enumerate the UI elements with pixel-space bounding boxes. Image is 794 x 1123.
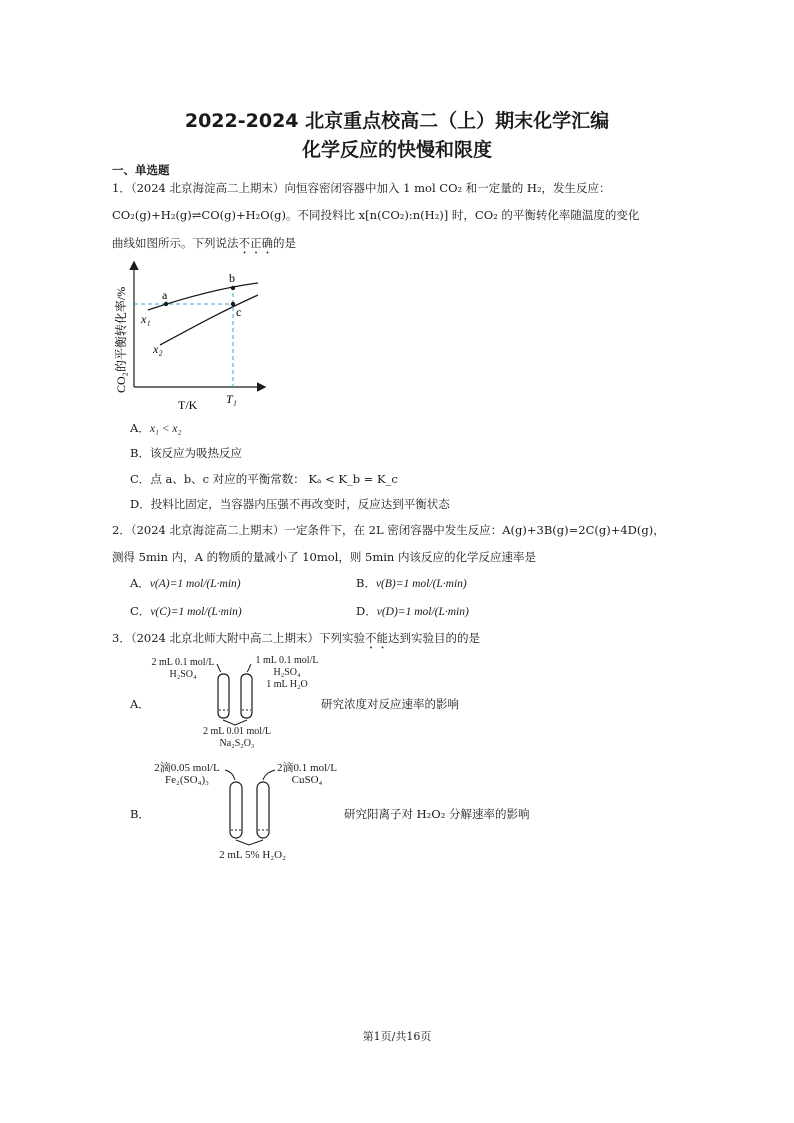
q1-stem-line1: 1．（2024 北京海淀高二上期末）向恒容密闭容器中加入 1 mol CO₂ 和一定量的 H₂，发生反应： bbox=[112, 181, 611, 195]
q3b-left-line1: 2滴0.05 mol/L bbox=[154, 762, 220, 774]
q2-stem-line2: 测得 5min 内，A 的物质的量减小了 10mol，则 5min 内该反应的化学反应速率是 bbox=[112, 550, 536, 564]
label-a: a bbox=[162, 288, 168, 302]
tube-right bbox=[241, 674, 252, 718]
q1-option-b-text: 该反应为吸热反应 bbox=[149, 446, 242, 460]
label-c: c bbox=[236, 305, 242, 319]
y-axis-label: CO₂的平衡转化率/% bbox=[114, 286, 128, 393]
q1-stem-line2-text: 。不同投料比 x[n(CO₂):n(H₂)] 时，CO₂ 的平衡转化率随温度的变化 bbox=[286, 208, 640, 222]
q1-option-d-text: 投料比固定，当容器内压强不再改变时，反应达到平衡状态 bbox=[150, 497, 450, 511]
label-b: b bbox=[229, 271, 235, 285]
q3a-left-reagent-line1: 2 mL 0.1 mol/L bbox=[151, 657, 215, 668]
q3a-right-reagent-line2: H₂SO₄ bbox=[273, 667, 301, 678]
q3b-purpose: 研究阳离子对 H₂O₂ 分解速率的影响 bbox=[344, 807, 530, 821]
q3-emphasis: 不能 bbox=[365, 631, 388, 645]
q2-option-c-key: C． bbox=[130, 604, 151, 618]
q3b-bottom-reagent: 2 mL 5% H₂O₂ bbox=[219, 849, 286, 861]
q3b-test-tubes bbox=[215, 766, 285, 846]
tube-left bbox=[218, 674, 229, 718]
q3a-bottom-line2: Na₂S₂O₃ bbox=[219, 738, 255, 749]
document-subtitle: 化学反应的快慢和限度 bbox=[301, 139, 492, 161]
x-tick-T1: T₁ bbox=[226, 392, 237, 406]
q1-equation: CO₂(g)+H₂(g)⇌CO(g)+H₂O(g) bbox=[112, 208, 287, 222]
q2-option-d bbox=[356, 603, 469, 619]
q3b-right-line2: CuSO₄ bbox=[291, 774, 323, 786]
q3-stem-b: 达到实验目的的是 bbox=[388, 631, 480, 645]
q3a-right-reagent-line1: 1 mL 0.1 mol/L bbox=[255, 655, 319, 666]
curve-x2 bbox=[160, 295, 258, 345]
q3b-right-line1: 2滴0.1 mol/L bbox=[277, 762, 337, 774]
q1-stem3-b: 的是 bbox=[273, 236, 296, 250]
q3-option-b-key: B． bbox=[130, 807, 150, 821]
label-x1: x₁ bbox=[141, 312, 151, 326]
q1-option-c-key: C． bbox=[130, 472, 151, 486]
document-title: 2022-2024 北京重点校高二（上）期末化学汇编 bbox=[184, 110, 610, 132]
q1-stem-line2 bbox=[112, 207, 639, 223]
q1-option-a-text: x₁ < x₂ bbox=[149, 423, 182, 435]
point-a bbox=[164, 302, 168, 306]
point-b bbox=[231, 286, 235, 290]
q2-option-a bbox=[130, 575, 241, 591]
q2-option-c bbox=[130, 603, 242, 619]
point-c bbox=[231, 302, 235, 306]
q1-option-a bbox=[130, 420, 182, 436]
page-footer: 第1页/共16页 bbox=[362, 1030, 432, 1043]
q1-stem3-a: 曲线如图所示。下列说法 bbox=[112, 236, 239, 250]
q2-option-a-key: A． bbox=[130, 576, 150, 590]
label-x2: x₂ bbox=[153, 342, 163, 356]
q1-option-a-key: A． bbox=[130, 421, 150, 435]
q3a-test-tubes bbox=[205, 660, 275, 726]
section-heading: 一、单选题 bbox=[112, 163, 170, 177]
q3a-left-reagent-line2: H₂SO₄ bbox=[169, 669, 197, 680]
q1-option-c-text: 点 a、b、c 对应的平衡常数： Kₐ < K_b = K_c bbox=[150, 472, 398, 486]
q1-option-b bbox=[130, 445, 242, 461]
q3b-left-line2: Fe₂(SO₄)₃ bbox=[165, 774, 209, 786]
q2-option-b bbox=[356, 575, 467, 591]
q3a-right-reagent-line3: 1 mL H₂O bbox=[266, 679, 308, 690]
x-axis-label: T/K bbox=[178, 398, 198, 412]
q2-option-d-key: D． bbox=[356, 604, 377, 618]
q3-option-a-key: A． bbox=[130, 697, 150, 711]
q2-option-b-key: B． bbox=[356, 576, 376, 590]
q1-option-d-key: D． bbox=[130, 497, 151, 511]
q2-option-c-text: v(C)=1 mol/(L·min) bbox=[150, 606, 242, 618]
q3a-bottom-line1: 2 mL 0.01 mol/L bbox=[203, 726, 271, 737]
q1-equilibrium-chart bbox=[108, 255, 288, 415]
q2-option-b-text: v(B)=1 mol/(L·min) bbox=[375, 578, 467, 590]
q1-option-c bbox=[130, 471, 398, 487]
q1-emphasis: 不正确 bbox=[238, 236, 273, 250]
q2-stem-line1: 2．（2024 北京海淀高二上期末）一定条件下，在 2L 密闭容器中发生反应：A(g)+3B(g)=2C(g)+4D(g)， bbox=[112, 523, 665, 537]
q2-option-d-text: v(D)=1 mol/(L·min) bbox=[376, 606, 469, 618]
q2-option-a-text: v(A)=1 mol/(L·min) bbox=[149, 578, 241, 590]
q1-stem-line3 bbox=[112, 235, 296, 257]
q3a-bottom-reagent bbox=[197, 726, 277, 750]
q3-stem-a: 3．（2024 北京北师大附中高二上期末）下列实验 bbox=[112, 631, 365, 645]
q3-stem bbox=[112, 630, 480, 652]
q1-option-d bbox=[130, 496, 450, 512]
q1-option-b-key: B． bbox=[130, 446, 150, 460]
q3a-purpose: 研究浓度对反应速率的影响 bbox=[321, 697, 459, 711]
